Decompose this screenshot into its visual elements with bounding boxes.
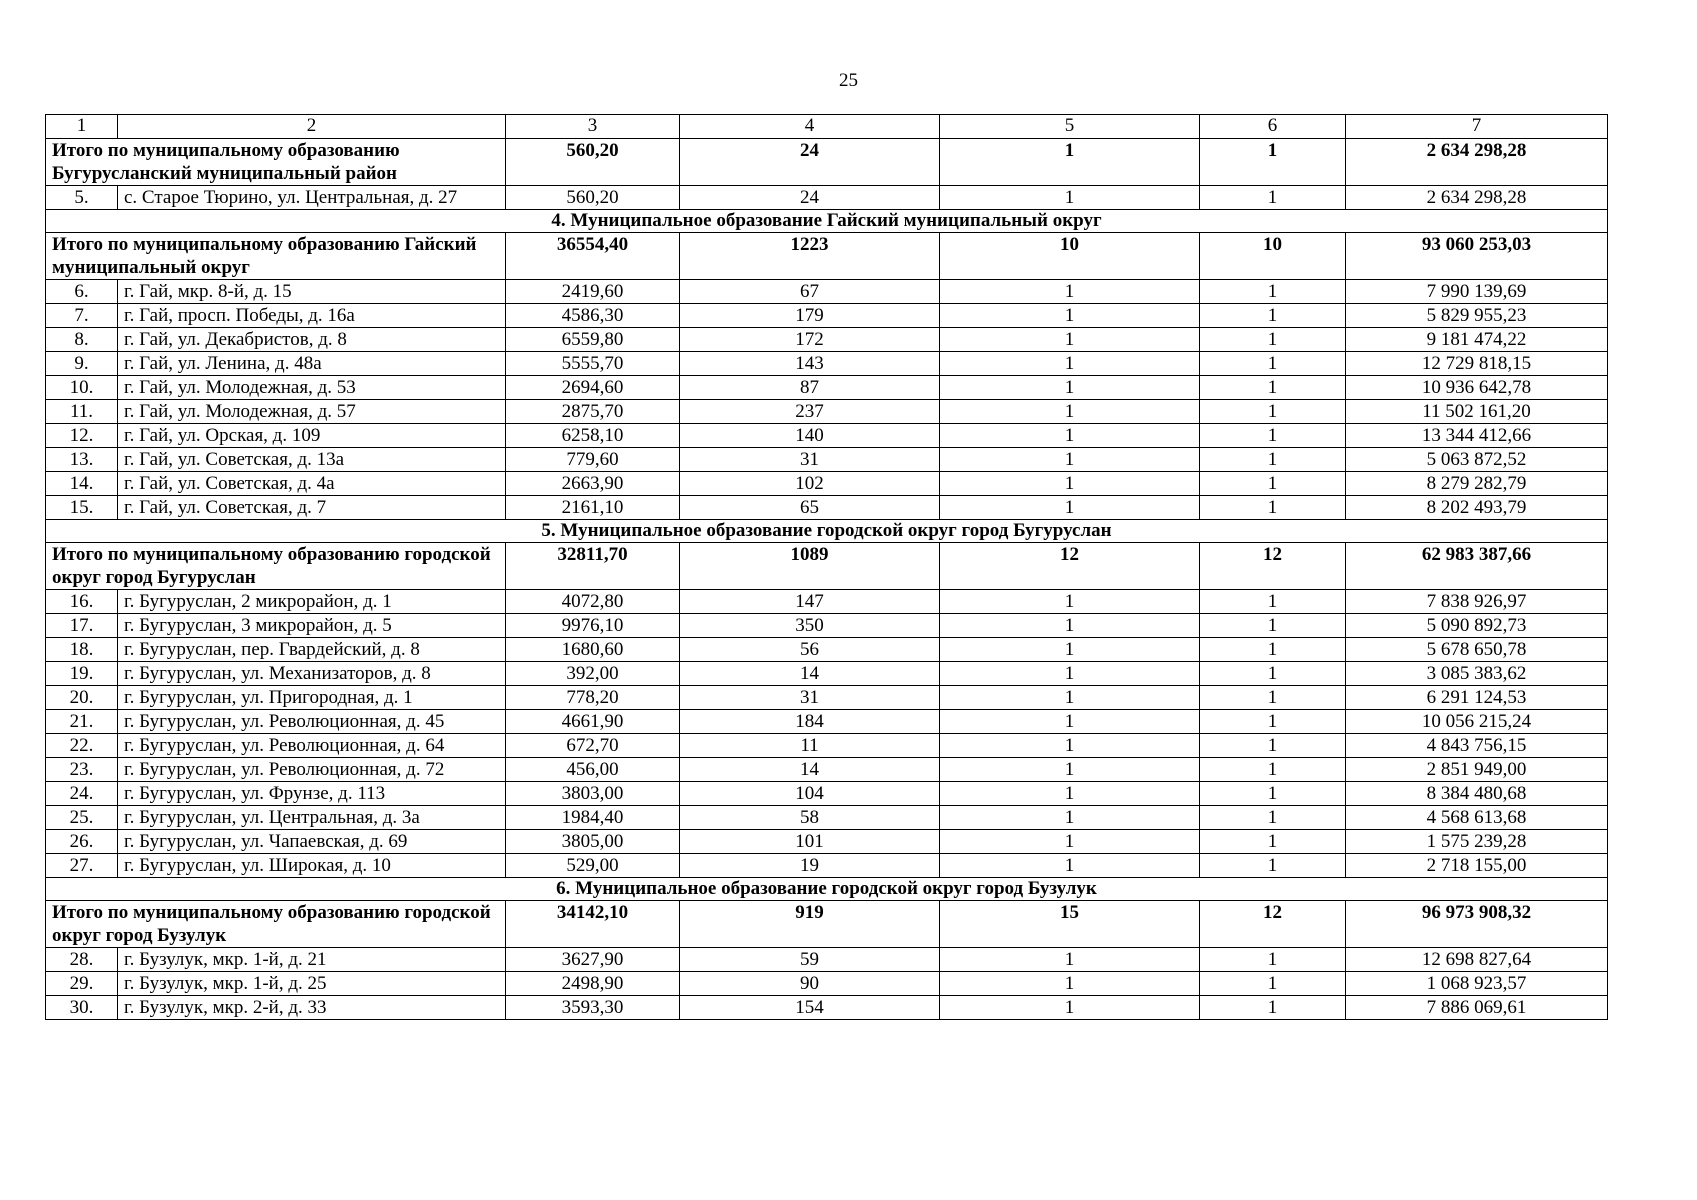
count-value: 1: [940, 972, 1200, 996]
section-title: 6. Муниципальное образование городской округ город Бузулук: [46, 878, 1608, 901]
address-cell: г. Бугуруслан, ул. Широкая, д. 10: [118, 854, 506, 878]
address-cell: г. Бугуруслан, ул. Пригородная, д. 1: [118, 686, 506, 710]
cost-value: 9 181 474,22: [1346, 328, 1608, 352]
area-value: 32811,70: [506, 543, 680, 590]
count-value: 1: [940, 376, 1200, 400]
address-cell: г. Бугуруслан, ул. Фрунзе, д. 113: [118, 782, 506, 806]
column-number: 4: [680, 115, 940, 139]
cost-value: 2 851 949,00: [1346, 758, 1608, 782]
residents-value: 101: [680, 830, 940, 854]
subtotal-row: [46, 901, 1608, 948]
count-value: 1: [1200, 638, 1346, 662]
subtotal-label: Итого по муниципальному образованию городской округ город Бугуруслан: [46, 543, 506, 590]
area-value: 1680,60: [506, 638, 680, 662]
row-number: 5.: [46, 186, 118, 210]
cost-value: 93 060 253,03: [1346, 233, 1608, 280]
area-value: 560,20: [506, 139, 680, 186]
row-number: 18.: [46, 638, 118, 662]
row-number: 9.: [46, 352, 118, 376]
residents-value: 140: [680, 424, 940, 448]
residents-value: 102: [680, 472, 940, 496]
area-value: 1984,40: [506, 806, 680, 830]
row-number: 27.: [46, 854, 118, 878]
residents-value: 11: [680, 734, 940, 758]
count-value: 1: [940, 948, 1200, 972]
address-cell: г. Гай, ул. Ленина, д. 48а: [118, 352, 506, 376]
area-value: 5555,70: [506, 352, 680, 376]
count-value: 1: [940, 472, 1200, 496]
row-number: 16.: [46, 590, 118, 614]
count-value: 10: [940, 233, 1200, 280]
section-header-row: [46, 520, 1608, 543]
address-cell: г. Бугуруслан, ул. Революционная, д. 64: [118, 734, 506, 758]
table-row: [46, 400, 1608, 424]
cost-value: 13 344 412,66: [1346, 424, 1608, 448]
count-value: 1: [1200, 376, 1346, 400]
table-row: [46, 614, 1608, 638]
area-value: 4586,30: [506, 304, 680, 328]
count-value: 1: [1200, 139, 1346, 186]
address-cell: г. Бугуруслан, ул. Революционная, д. 45: [118, 710, 506, 734]
count-value: 1: [1200, 186, 1346, 210]
address-cell: г. Бузулук, мкр. 2-й, д. 33: [118, 996, 506, 1020]
area-value: 392,00: [506, 662, 680, 686]
table-row: [46, 376, 1608, 400]
count-value: 1: [1200, 328, 1346, 352]
count-value: 1: [1200, 662, 1346, 686]
row-number: 23.: [46, 758, 118, 782]
count-value: 12: [1200, 901, 1346, 948]
table-row: [46, 758, 1608, 782]
residents-value: 350: [680, 614, 940, 638]
column-number: 7: [1346, 115, 1608, 139]
cost-value: 5 090 892,73: [1346, 614, 1608, 638]
residents-value: 67: [680, 280, 940, 304]
row-number: 20.: [46, 686, 118, 710]
row-number: 28.: [46, 948, 118, 972]
cost-value: 5 063 872,52: [1346, 448, 1608, 472]
residents-value: 237: [680, 400, 940, 424]
subtotal-label: Итого по муниципальному образованию городской округ город Бузулук: [46, 901, 506, 948]
row-number: 29.: [46, 972, 118, 996]
residents-value: 154: [680, 996, 940, 1020]
column-number: 6: [1200, 115, 1346, 139]
row-number: 30.: [46, 996, 118, 1020]
table-row: [46, 590, 1608, 614]
table-row: [46, 948, 1608, 972]
count-value: 1: [940, 139, 1200, 186]
table-row: [46, 280, 1608, 304]
address-cell: г. Бузулук, мкр. 1-й, д. 25: [118, 972, 506, 996]
count-value: 1: [1200, 304, 1346, 328]
cost-value: 5 829 955,23: [1346, 304, 1608, 328]
address-cell: г. Бугуруслан, 3 микрорайон, д. 5: [118, 614, 506, 638]
cost-value: 6 291 124,53: [1346, 686, 1608, 710]
residents-value: 56: [680, 638, 940, 662]
count-value: 1: [1200, 352, 1346, 376]
cost-value: 4 568 613,68: [1346, 806, 1608, 830]
residents-value: 59: [680, 948, 940, 972]
area-value: 9976,10: [506, 614, 680, 638]
page-number: 25: [839, 70, 858, 91]
residents-value: 919: [680, 901, 940, 948]
residents-value: 24: [680, 186, 940, 210]
cost-value: 1 068 923,57: [1346, 972, 1608, 996]
area-value: 3803,00: [506, 782, 680, 806]
address-cell: г. Гай, мкр. 8-й, д. 15: [118, 280, 506, 304]
count-value: 1: [940, 186, 1200, 210]
area-value: 2663,90: [506, 472, 680, 496]
table-row: [46, 638, 1608, 662]
table-row: [46, 424, 1608, 448]
area-value: 6559,80: [506, 328, 680, 352]
column-number: 1: [46, 115, 118, 139]
row-number: 8.: [46, 328, 118, 352]
count-value: 1: [940, 854, 1200, 878]
row-number: 21.: [46, 710, 118, 734]
count-value: 1: [1200, 854, 1346, 878]
count-value: 1: [940, 996, 1200, 1020]
residents-value: 104: [680, 782, 940, 806]
row-number: 24.: [46, 782, 118, 806]
cost-value: 2 634 298,28: [1346, 186, 1608, 210]
cost-value: 2 718 155,00: [1346, 854, 1608, 878]
row-number: 6.: [46, 280, 118, 304]
subtotal-label: Итого по муниципальному образованию Бугурусланский муниципальный район: [46, 139, 506, 186]
cost-value: 10 936 642,78: [1346, 376, 1608, 400]
row-number: 17.: [46, 614, 118, 638]
count-value: 1: [1200, 400, 1346, 424]
count-value: 1: [1200, 448, 1346, 472]
address-cell: г. Бузулук, мкр. 1-й, д. 21: [118, 948, 506, 972]
cost-value: 7 990 139,69: [1346, 280, 1608, 304]
count-value: 1: [1200, 806, 1346, 830]
cost-value: 1 575 239,28: [1346, 830, 1608, 854]
count-value: 1: [1200, 734, 1346, 758]
area-value: 34142,10: [506, 901, 680, 948]
address-cell: г. Гай, ул. Советская, д. 7: [118, 496, 506, 520]
count-value: 1: [940, 734, 1200, 758]
count-value: 1: [1200, 472, 1346, 496]
section-header-row: [46, 210, 1608, 233]
table-row: [46, 972, 1608, 996]
area-value: 778,20: [506, 686, 680, 710]
table-row: [46, 854, 1608, 878]
count-value: 1: [940, 328, 1200, 352]
count-value: 10: [1200, 233, 1346, 280]
residents-value: 14: [680, 662, 940, 686]
cost-value: 4 843 756,15: [1346, 734, 1608, 758]
count-value: 1: [940, 280, 1200, 304]
area-value: 36554,40: [506, 233, 680, 280]
count-value: 1: [940, 424, 1200, 448]
area-value: 2875,70: [506, 400, 680, 424]
count-value: 1: [1200, 782, 1346, 806]
section-header-row: [46, 878, 1608, 901]
cost-value: 8 384 480,68: [1346, 782, 1608, 806]
cost-value: 62 983 387,66: [1346, 543, 1608, 590]
count-value: 1: [1200, 830, 1346, 854]
residents-value: 58: [680, 806, 940, 830]
area-value: 3805,00: [506, 830, 680, 854]
area-value: 2694,60: [506, 376, 680, 400]
table-row: [46, 710, 1608, 734]
area-value: 3593,30: [506, 996, 680, 1020]
row-number: 22.: [46, 734, 118, 758]
row-number: 13.: [46, 448, 118, 472]
area-value: 2161,10: [506, 496, 680, 520]
count-value: 1: [1200, 758, 1346, 782]
cost-value: 12 729 818,15: [1346, 352, 1608, 376]
count-value: 1: [1200, 686, 1346, 710]
residents-value: 31: [680, 448, 940, 472]
subtotal-row: [46, 139, 1608, 186]
area-value: 2419,60: [506, 280, 680, 304]
row-number: 19.: [46, 662, 118, 686]
count-value: 1: [1200, 424, 1346, 448]
address-cell: г. Гай, ул. Молодежная, д. 53: [118, 376, 506, 400]
area-value: 3627,90: [506, 948, 680, 972]
count-value: 1: [1200, 280, 1346, 304]
residents-value: 90: [680, 972, 940, 996]
count-value: 1: [940, 710, 1200, 734]
count-value: 1: [1200, 996, 1346, 1020]
table-row: [46, 448, 1608, 472]
cost-value: 7 838 926,97: [1346, 590, 1608, 614]
column-number: 2: [118, 115, 506, 139]
row-number: 7.: [46, 304, 118, 328]
section-title: 4. Муниципальное образование Гайский муниципальный округ: [46, 210, 1608, 233]
address-cell: г. Гай, просп. Победы, д. 16а: [118, 304, 506, 328]
area-value: 2498,90: [506, 972, 680, 996]
count-value: 1: [940, 638, 1200, 662]
address-cell: г. Гай, ул. Молодежная, д. 57: [118, 400, 506, 424]
cost-value: 5 678 650,78: [1346, 638, 1608, 662]
column-number-row: [46, 115, 1608, 139]
cost-value: 12 698 827,64: [1346, 948, 1608, 972]
row-number: 15.: [46, 496, 118, 520]
row-number: 11.: [46, 400, 118, 424]
cost-value: 10 056 215,24: [1346, 710, 1608, 734]
count-value: 12: [1200, 543, 1346, 590]
area-value: 672,70: [506, 734, 680, 758]
table-row: [46, 304, 1608, 328]
count-value: 15: [940, 901, 1200, 948]
count-value: 1: [1200, 614, 1346, 638]
count-value: 1: [940, 806, 1200, 830]
row-number: 10.: [46, 376, 118, 400]
address-cell: г. Бугуруслан, ул. Центральная, д. 3а: [118, 806, 506, 830]
residents-value: 143: [680, 352, 940, 376]
address-cell: г. Бугуруслан, ул. Чапаевская, д. 69: [118, 830, 506, 854]
column-number: 5: [940, 115, 1200, 139]
residents-value: 1223: [680, 233, 940, 280]
buildings-table: [45, 114, 1608, 1020]
residents-value: 87: [680, 376, 940, 400]
area-value: 4661,90: [506, 710, 680, 734]
residents-value: 31: [680, 686, 940, 710]
count-value: 12: [940, 543, 1200, 590]
area-value: 779,60: [506, 448, 680, 472]
count-value: 1: [940, 830, 1200, 854]
count-value: 1: [1200, 496, 1346, 520]
address-cell: с. Старое Тюрино, ул. Центральная, д. 27: [118, 186, 506, 210]
table-row: [46, 806, 1608, 830]
residents-value: 24: [680, 139, 940, 186]
row-number: 26.: [46, 830, 118, 854]
section-title: 5. Муниципальное образование городской округ город Бугуруслан: [46, 520, 1608, 543]
count-value: 1: [1200, 590, 1346, 614]
residents-value: 179: [680, 304, 940, 328]
count-value: 1: [940, 448, 1200, 472]
row-number: 12.: [46, 424, 118, 448]
address-cell: г. Бугуруслан, пер. Гвардейский, д. 8: [118, 638, 506, 662]
count-value: 1: [940, 496, 1200, 520]
residents-value: 65: [680, 496, 940, 520]
row-number: 14.: [46, 472, 118, 496]
table-row: [46, 472, 1608, 496]
count-value: 1: [1200, 948, 1346, 972]
address-cell: г. Бугуруслан, ул. Механизаторов, д. 8: [118, 662, 506, 686]
residents-value: 147: [680, 590, 940, 614]
residents-value: 19: [680, 854, 940, 878]
table-row: [46, 662, 1608, 686]
cost-value: 11 502 161,20: [1346, 400, 1608, 424]
count-value: 1: [940, 662, 1200, 686]
address-cell: г. Бугуруслан, 2 микрорайон, д. 1: [118, 590, 506, 614]
cost-value: 8 279 282,79: [1346, 472, 1608, 496]
count-value: 1: [940, 782, 1200, 806]
count-value: 1: [940, 304, 1200, 328]
count-value: 1: [1200, 710, 1346, 734]
count-value: 1: [940, 590, 1200, 614]
address-cell: г. Гай, ул. Советская, д. 4а: [118, 472, 506, 496]
count-value: 1: [940, 352, 1200, 376]
cost-value: 3 085 383,62: [1346, 662, 1608, 686]
cost-value: 2 634 298,28: [1346, 139, 1608, 186]
count-value: 1: [940, 614, 1200, 638]
table-row: [46, 686, 1608, 710]
residents-value: 184: [680, 710, 940, 734]
table-row: [46, 496, 1608, 520]
area-value: 456,00: [506, 758, 680, 782]
address-cell: г. Гай, ул. Орская, д. 109: [118, 424, 506, 448]
count-value: 1: [940, 758, 1200, 782]
cost-value: 96 973 908,32: [1346, 901, 1608, 948]
count-value: 1: [1200, 972, 1346, 996]
area-value: 529,00: [506, 854, 680, 878]
area-value: 6258,10: [506, 424, 680, 448]
residents-value: 1089: [680, 543, 940, 590]
table-row: [46, 734, 1608, 758]
row-number: 25.: [46, 806, 118, 830]
area-value: 560,20: [506, 186, 680, 210]
table-row: [46, 996, 1608, 1020]
table-row: [46, 830, 1608, 854]
address-cell: г. Бугуруслан, ул. Революционная, д. 72: [118, 758, 506, 782]
residents-value: 172: [680, 328, 940, 352]
residents-value: 14: [680, 758, 940, 782]
table-row: [46, 328, 1608, 352]
table-row: [46, 186, 1608, 210]
subtotal-row: [46, 543, 1608, 590]
table-row: [46, 782, 1608, 806]
column-number: 3: [506, 115, 680, 139]
count-value: 1: [940, 686, 1200, 710]
cost-value: 8 202 493,79: [1346, 496, 1608, 520]
count-value: 1: [940, 400, 1200, 424]
cost-value: 7 886 069,61: [1346, 996, 1608, 1020]
subtotal-label: Итого по муниципальному образованию Гайский муниципальный округ: [46, 233, 506, 280]
area-value: 4072,80: [506, 590, 680, 614]
address-cell: г. Гай, ул. Декабристов, д. 8: [118, 328, 506, 352]
subtotal-row: [46, 233, 1608, 280]
table-row: [46, 352, 1608, 376]
address-cell: г. Гай, ул. Советская, д. 13а: [118, 448, 506, 472]
